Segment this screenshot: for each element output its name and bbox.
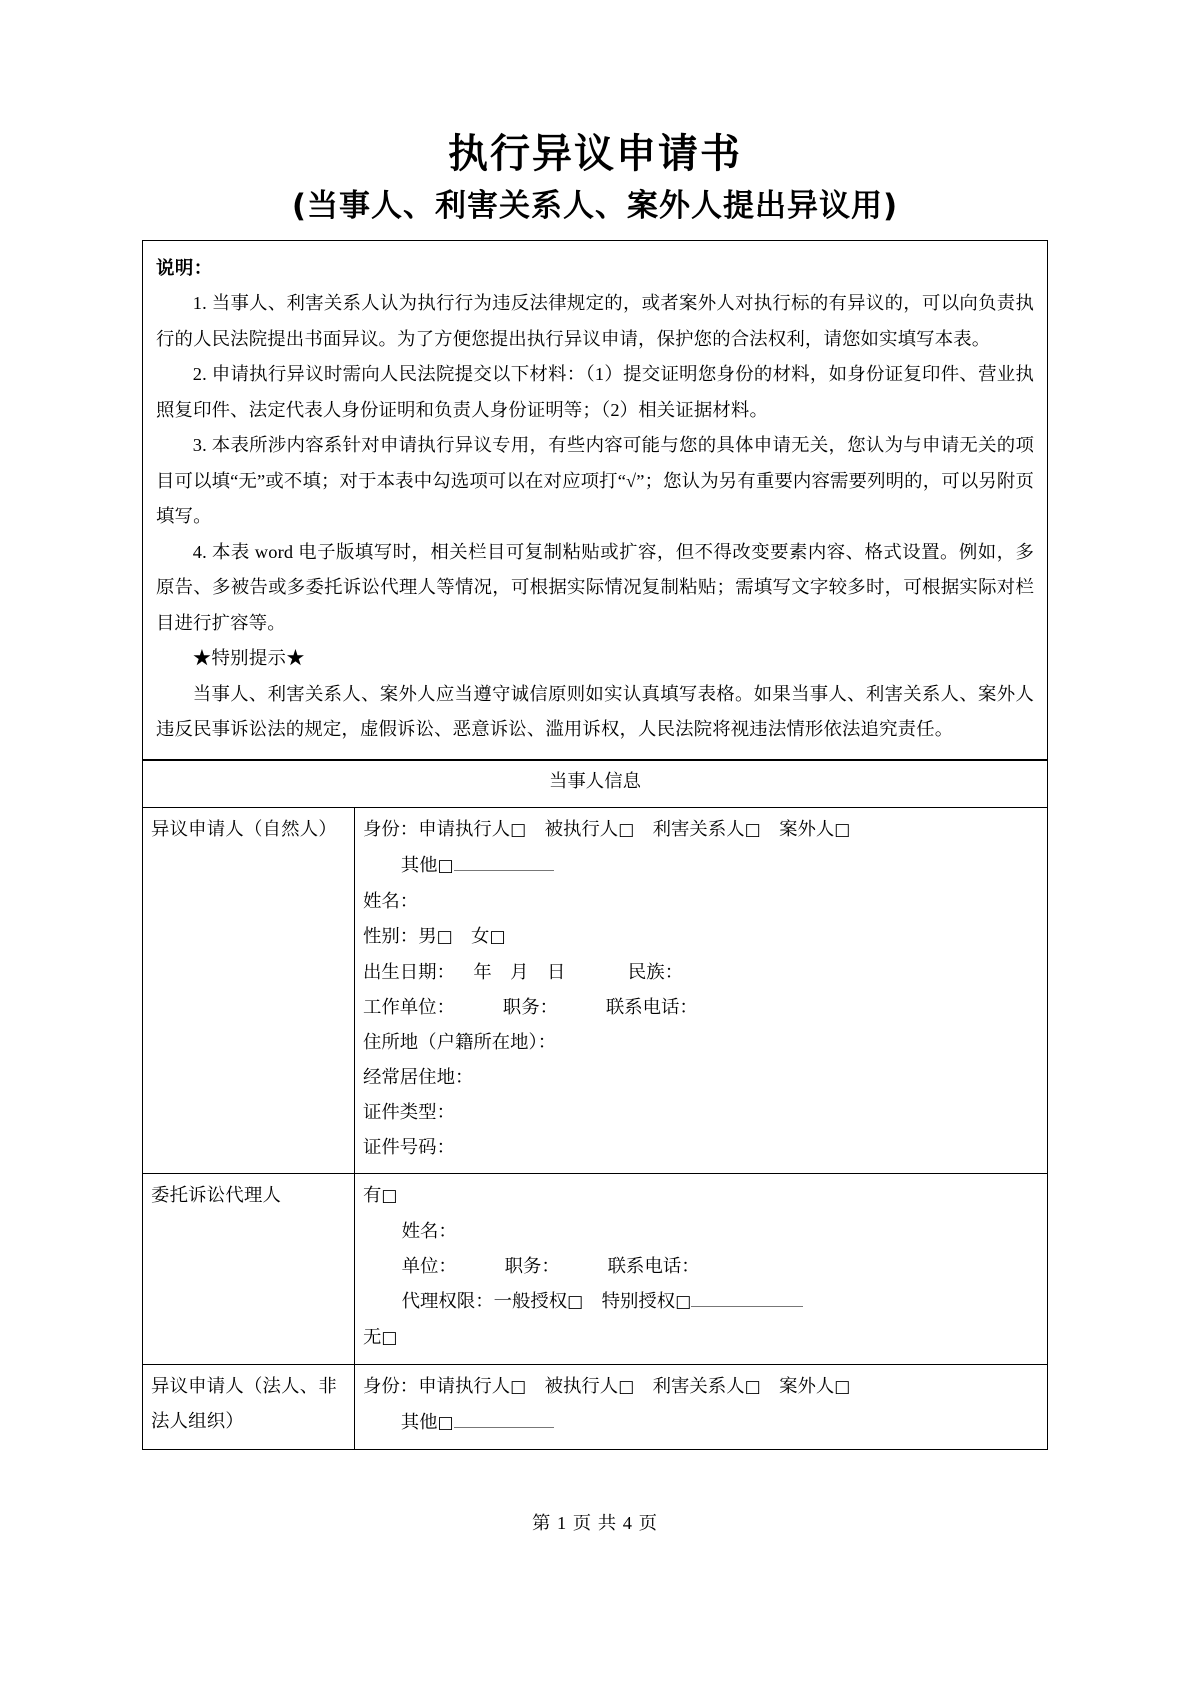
agent-name-line <box>363 1214 1039 1249</box>
section-title-party-info: 当事人信息 <box>143 760 1048 808</box>
table-row-natural-person <box>143 808 1048 1174</box>
legal-identity-line <box>363 1369 1039 1405</box>
agent-none-line <box>363 1320 1039 1356</box>
checkbox-identity-interested[interactable]: □ <box>744 820 761 841</box>
legal-identity-option-outsider: 案外人 <box>779 1376 835 1397</box>
checkbox-legal-identity-applicant[interactable]: □ <box>510 1377 527 1398</box>
id-number-label: 证件号码： <box>363 1137 455 1158</box>
identity-label: 身份： <box>363 819 419 840</box>
special-notice-body: 当事人、利害关系人、案外人应当遵守诚信原则如实认真填写表格。如果当事人、利害关系人、案外人违反民事诉讼法的规定，虚假诉讼、恶意诉讼、滥用诉权，人民法院将视违法情形依法追究责任。 <box>156 683 1034 740</box>
birth-ethnicity-line <box>363 955 1039 990</box>
instructions-box <box>142 240 1048 761</box>
checkbox-identity-executed[interactable]: □ <box>618 820 635 841</box>
name-label: 姓名： <box>363 891 419 912</box>
gender-option-female: 女 <box>471 926 490 947</box>
legal-identity-option-executed: 被执行人 <box>544 1376 619 1397</box>
id-type-label: 证件类型： <box>363 1102 455 1123</box>
name-line <box>363 884 1039 919</box>
identity-option-applicant: 申请执行人 <box>418 819 511 840</box>
row-fields-legal-person <box>355 1365 1048 1450</box>
residence-label: 住所地（户籍所在地）： <box>363 1032 557 1053</box>
checkbox-legal-identity-outsider[interactable]: □ <box>834 1377 851 1398</box>
id-number-line <box>363 1130 1039 1165</box>
checkbox-gender-female[interactable]: □ <box>489 927 506 948</box>
identity-other-label: 其他 <box>400 855 438 876</box>
instruction-paragraph-1: 1. 当事人、利害关系人认为执行行为违反法律规定的，或者案外人对执行标的有异议的，可以向负责执行的人民法院提出书面异议。为了方便您提出执行异议申请，保护您的合法权利，请您如实填写本表。 <box>156 293 1034 349</box>
page-title: 执行异议申请书 <box>448 131 742 177</box>
row-fields-agent <box>355 1174 1048 1365</box>
identity-option-outsider: 案外人 <box>779 819 835 840</box>
authority-special-input[interactable] <box>691 1289 803 1307</box>
instruction-paragraph-4: 4. 本表 word 电子版填写时，相关栏目可复制粘贴或扩容，但不得改变要素内容、格式设置。例如，多原告、多被告或多委托诉讼代理人等情况，可根据实际情况复制粘贴；需填写文字较多时，可根据实际对栏目进行扩容等。 <box>156 541 1034 633</box>
instructions-heading: 说明： <box>156 257 213 278</box>
instruction-paragraph-2: 2. 申请执行异议时需向人民法院提交以下材料：（1）提交证明您身份的材料，如身份证复印件、营业执照复印件、法定代表人身份证明和负责人身份证明等；（2）相关证据材料。 <box>156 364 1034 420</box>
checkbox-legal-identity-other[interactable]: □ <box>437 1413 454 1434</box>
page-footer: 第 1 页 共 4 页 <box>532 1513 658 1533</box>
birth-day-unit[interactable]: 日 <box>546 962 566 983</box>
agent-unit-line <box>363 1249 1039 1284</box>
checkbox-legal-identity-executed[interactable]: □ <box>618 1377 635 1398</box>
agent-none-label: 无 <box>363 1327 382 1348</box>
authority-option-special: 特别授权 <box>601 1291 676 1312</box>
authority-option-general: 一般授权 <box>493 1291 568 1312</box>
position-label: 职务： <box>502 997 558 1018</box>
legal-identity-other-input[interactable] <box>454 1410 554 1428</box>
gender-line <box>363 919 1039 955</box>
birth-date-label: 出生日期： <box>363 962 455 983</box>
agent-position-label: 职务： <box>504 1256 560 1277</box>
identity-other-line <box>363 848 1039 884</box>
party-information-table <box>142 759 1048 1450</box>
special-notice-header: ★特别提示★ <box>192 648 305 669</box>
agent-has-label: 有 <box>363 1185 382 1206</box>
page-subtitle: (当事人、利害关系人、案外人提出异议用) <box>291 188 899 224</box>
identity-other-input[interactable] <box>454 853 554 871</box>
agent-has-line <box>363 1178 1039 1214</box>
phone-label: 联系电话： <box>605 997 698 1018</box>
checkbox-legal-identity-interested[interactable]: □ <box>744 1377 761 1398</box>
table-row-legal-person <box>143 1365 1048 1450</box>
identity-option-executed: 被执行人 <box>544 819 619 840</box>
birth-month-unit[interactable]: 月 <box>510 962 529 983</box>
habitual-residence-label: 经常居住地： <box>363 1067 474 1088</box>
checkbox-identity-outsider[interactable]: □ <box>834 820 851 841</box>
work-position-phone-line <box>363 990 1039 1025</box>
checkbox-agent-none[interactable]: □ <box>381 1328 398 1349</box>
checkbox-identity-other[interactable]: □ <box>437 856 454 877</box>
work-unit-label: 工作单位： <box>363 997 455 1018</box>
ethnicity-label: 民族： <box>627 962 684 983</box>
birth-year-unit[interactable]: 年 <box>473 962 492 983</box>
legal-identity-option-interested: 利害关系人 <box>652 1376 745 1397</box>
row-label-legal-person: 异议申请人（法人、非法人组织） <box>143 1365 355 1450</box>
agent-authority-label: 代理权限： <box>401 1291 494 1312</box>
legal-identity-option-applicant: 申请执行人 <box>418 1376 511 1397</box>
agent-authority-line <box>363 1284 1039 1320</box>
legal-identity-other-label: 其他 <box>400 1412 438 1433</box>
gender-label: 性别： <box>363 926 419 947</box>
residence-line <box>363 1025 1039 1060</box>
table-row-agent <box>143 1174 1048 1365</box>
checkbox-agent-has[interactable]: □ <box>381 1186 398 1207</box>
agent-phone-label: 联系电话： <box>607 1256 700 1277</box>
instruction-paragraph-3: 3. 本表所涉内容系针对申请执行异议专用，有些内容可能与您的具体申请无关，您认为与申请无关的项目可以填“无”或不填；对于本表中勾选项可以在对应项打“√”；您认为另有重要内容需要列明的，可以另附页填写。 <box>156 435 1034 527</box>
row-label-agent: 委托诉讼代理人 <box>143 1174 355 1365</box>
habitual-residence-line <box>363 1060 1039 1095</box>
checkbox-authority-special[interactable]: □ <box>675 1292 692 1313</box>
checkbox-authority-general[interactable]: □ <box>567 1292 584 1313</box>
id-type-line <box>363 1095 1039 1130</box>
table-row-section-header <box>143 760 1048 808</box>
agent-name-label: 姓名： <box>401 1221 457 1242</box>
row-fields-natural-person <box>355 808 1048 1174</box>
identity-line <box>363 812 1039 848</box>
gender-option-male: 男 <box>418 926 437 947</box>
legal-identity-label: 身份： <box>363 1376 419 1397</box>
row-label-natural-person: 异议申请人（自然人） <box>143 808 355 1174</box>
legal-identity-other-line <box>363 1405 1039 1441</box>
checkbox-identity-applicant[interactable]: □ <box>510 820 527 841</box>
identity-option-interested: 利害关系人 <box>652 819 745 840</box>
checkbox-gender-male[interactable]: □ <box>436 927 453 948</box>
agent-unit-label: 单位： <box>401 1256 457 1277</box>
